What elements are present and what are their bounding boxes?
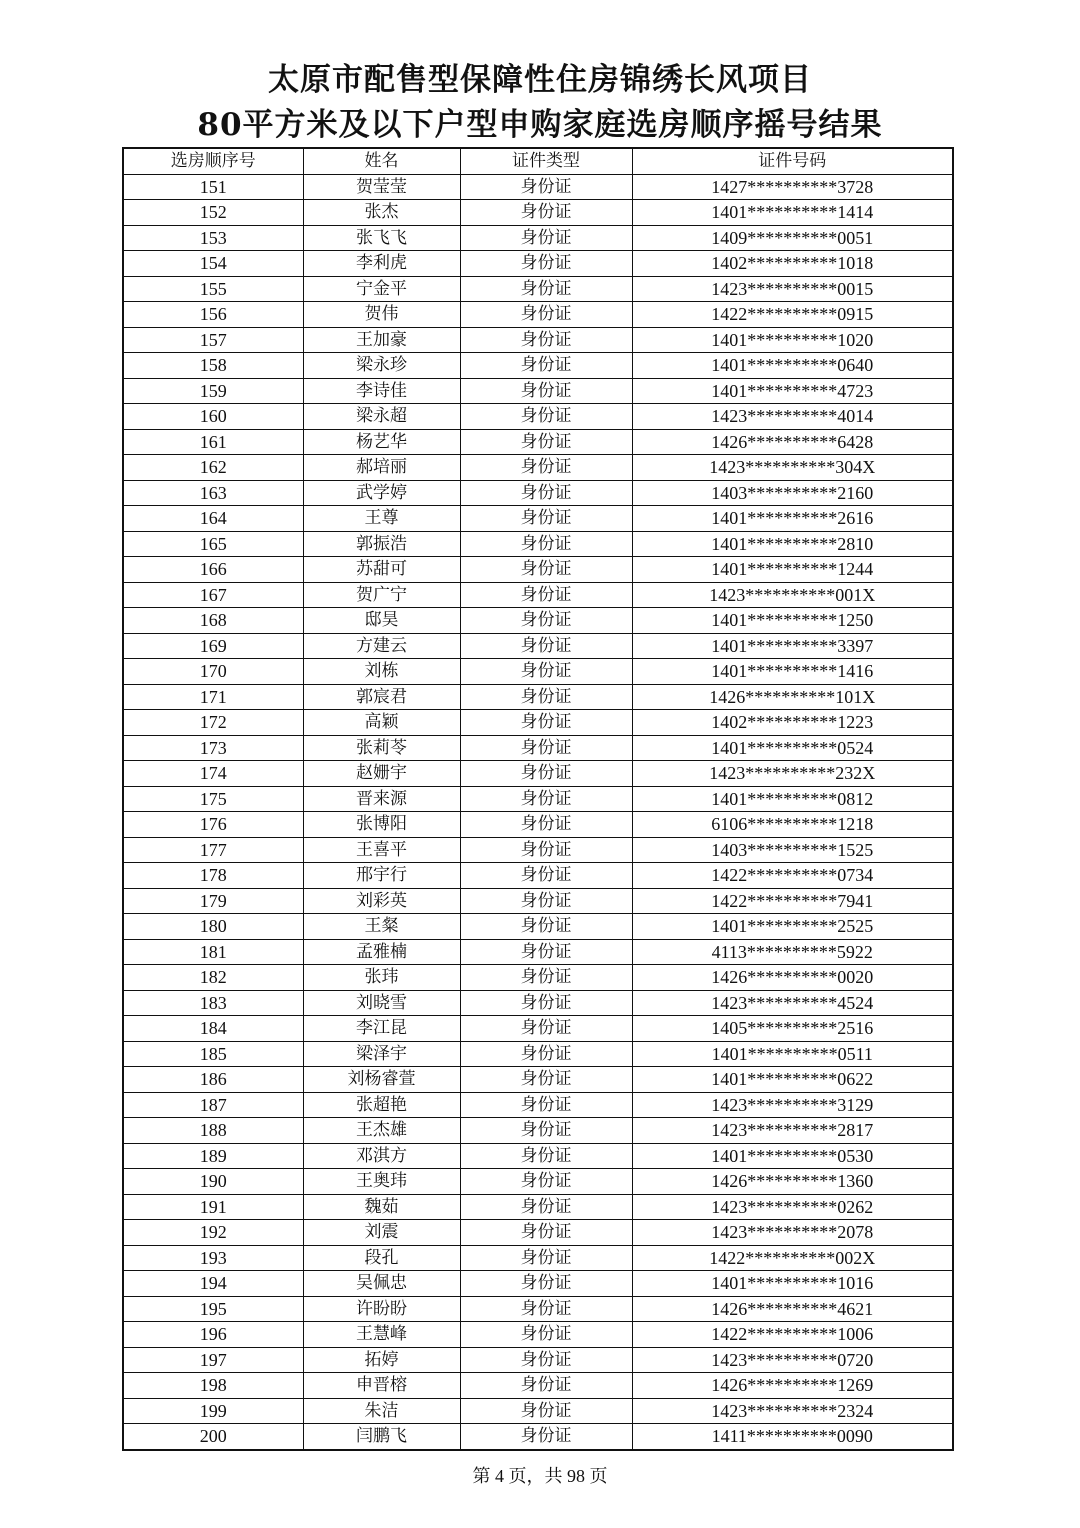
order-number-cell: 160 — [123, 404, 303, 430]
table-row — [123, 251, 953, 277]
id-number-cell: 1423**********304X — [632, 455, 953, 481]
order-number-cell: 158 — [123, 353, 303, 379]
order-number-cell: 167 — [123, 582, 303, 608]
order-number-cell: 176 — [123, 812, 303, 838]
id-number-cell: 1405**********2516 — [632, 1016, 953, 1042]
document-title-line2: 80平方米及以下户型申购家庭选房顺序摇号结果 — [197, 107, 883, 143]
table-row — [123, 1322, 953, 1348]
lottery-result-table — [122, 147, 954, 1451]
name-cell: 许盼盼 — [303, 1296, 460, 1322]
order-number-cell: 157 — [123, 327, 303, 353]
id-number-cell: 1422**********1006 — [632, 1322, 953, 1348]
id-type-cell: 身份证 — [460, 174, 632, 200]
header-order-number: 选房顺序号 — [123, 148, 303, 174]
id-number-cell: 1423**********0015 — [632, 276, 953, 302]
id-number-cell: 1401**********0812 — [632, 786, 953, 812]
table-row — [123, 1220, 953, 1246]
table-row — [123, 276, 953, 302]
table-row — [123, 990, 953, 1016]
order-number-cell: 151 — [123, 174, 303, 200]
id-type-cell: 身份证 — [460, 1041, 632, 1067]
id-number-cell: 1402**********1223 — [632, 710, 953, 736]
id-number-cell: 1401**********0511 — [632, 1041, 953, 1067]
id-type-cell: 身份证 — [460, 1169, 632, 1195]
table-row — [123, 455, 953, 481]
id-number-cell: 1401**********0622 — [632, 1067, 953, 1093]
table-row — [123, 1347, 953, 1373]
name-cell: 闫鹏飞 — [303, 1424, 460, 1450]
id-number-cell: 1401**********4723 — [632, 378, 953, 404]
order-number-cell: 170 — [123, 659, 303, 685]
header-name: 姓名 — [303, 148, 460, 174]
name-cell: 杨艺华 — [303, 429, 460, 455]
document-title-line1: 太原市配售型保障性住房锦绣长风项目 — [268, 62, 812, 98]
table-row — [123, 1041, 953, 1067]
id-type-cell: 身份证 — [460, 1118, 632, 1144]
table-row — [123, 1092, 953, 1118]
name-cell: 刘晓雪 — [303, 990, 460, 1016]
id-type-cell: 身份证 — [460, 1424, 632, 1450]
table-row — [123, 1398, 953, 1424]
id-number-cell: 1423**********2078 — [632, 1220, 953, 1246]
table-row — [123, 353, 953, 379]
table-row — [123, 302, 953, 328]
name-cell: 张超艳 — [303, 1092, 460, 1118]
name-cell: 赵姗宇 — [303, 761, 460, 787]
id-number-cell: 1423**********001X — [632, 582, 953, 608]
order-number-cell: 173 — [123, 735, 303, 761]
name-cell: 贺莹莹 — [303, 174, 460, 200]
id-type-cell: 身份证 — [460, 276, 632, 302]
id-number-cell: 1423**********2324 — [632, 1398, 953, 1424]
table-row — [123, 710, 953, 736]
id-type-cell: 身份证 — [460, 302, 632, 328]
table-row — [123, 888, 953, 914]
name-cell: 梁永珍 — [303, 353, 460, 379]
order-number-cell: 190 — [123, 1169, 303, 1195]
order-number-cell: 180 — [123, 914, 303, 940]
id-number-cell: 1401**********1020 — [632, 327, 953, 353]
name-cell: 朱洁 — [303, 1398, 460, 1424]
name-cell: 段孔 — [303, 1245, 460, 1271]
name-cell: 李诗佳 — [303, 378, 460, 404]
name-cell: 苏甜可 — [303, 557, 460, 583]
order-number-cell: 175 — [123, 786, 303, 812]
id-number-cell: 1401**********2525 — [632, 914, 953, 940]
id-type-cell: 身份证 — [460, 1143, 632, 1169]
table-row — [123, 378, 953, 404]
id-number-cell: 1403**********2160 — [632, 480, 953, 506]
id-type-cell: 身份证 — [460, 506, 632, 532]
id-type-cell: 身份证 — [460, 1092, 632, 1118]
order-number-cell: 193 — [123, 1245, 303, 1271]
id-number-cell: 1426**********1360 — [632, 1169, 953, 1195]
id-type-cell: 身份证 — [460, 965, 632, 991]
order-number-cell: 199 — [123, 1398, 303, 1424]
page-footer: 第 4 页，共 98 页 — [472, 1466, 608, 1486]
order-number-cell: 165 — [123, 531, 303, 557]
order-number-cell: 194 — [123, 1271, 303, 1297]
order-number-cell: 184 — [123, 1016, 303, 1042]
order-number-cell: 200 — [123, 1424, 303, 1450]
order-number-cell: 189 — [123, 1143, 303, 1169]
name-cell: 王奥玮 — [303, 1169, 460, 1195]
id-type-cell: 身份证 — [460, 684, 632, 710]
id-number-cell: 1401**********1016 — [632, 1271, 953, 1297]
table-row — [123, 863, 953, 889]
order-number-cell: 183 — [123, 990, 303, 1016]
id-type-cell: 身份证 — [460, 888, 632, 914]
order-number-cell: 159 — [123, 378, 303, 404]
table-row — [123, 1245, 953, 1271]
id-type-cell: 身份证 — [460, 914, 632, 940]
name-cell: 郝培丽 — [303, 455, 460, 481]
order-number-cell: 177 — [123, 837, 303, 863]
id-type-cell: 身份证 — [460, 1296, 632, 1322]
order-number-cell: 154 — [123, 251, 303, 277]
id-type-cell: 身份证 — [460, 1373, 632, 1399]
table-row — [123, 1271, 953, 1297]
id-number-cell: 1423**********4014 — [632, 404, 953, 430]
id-number-cell: 1401**********1416 — [632, 659, 953, 685]
id-number-cell: 1427**********3728 — [632, 174, 953, 200]
name-cell: 张玮 — [303, 965, 460, 991]
order-number-cell: 191 — [123, 1194, 303, 1220]
id-number-cell: 1422**********0734 — [632, 863, 953, 889]
id-type-cell: 身份证 — [460, 1322, 632, 1348]
name-cell: 张博阳 — [303, 812, 460, 838]
order-number-cell: 168 — [123, 608, 303, 634]
table-row — [123, 659, 953, 685]
table-row — [123, 480, 953, 506]
order-number-cell: 152 — [123, 200, 303, 226]
id-number-cell: 1422**********0915 — [632, 302, 953, 328]
table-row — [123, 1016, 953, 1042]
table-row — [123, 914, 953, 940]
table-row — [123, 200, 953, 226]
name-cell: 宁金平 — [303, 276, 460, 302]
id-number-cell: 1401**********3397 — [632, 633, 953, 659]
name-cell: 王杰雄 — [303, 1118, 460, 1144]
name-cell: 张杰 — [303, 200, 460, 226]
id-number-cell: 4113**********5922 — [632, 939, 953, 965]
order-number-cell: 155 — [123, 276, 303, 302]
order-number-cell: 187 — [123, 1092, 303, 1118]
order-number-cell: 161 — [123, 429, 303, 455]
name-cell: 刘杨睿萱 — [303, 1067, 460, 1093]
order-number-cell: 163 — [123, 480, 303, 506]
table-row — [123, 1169, 953, 1195]
table-row — [123, 684, 953, 710]
id-number-cell: 1401**********1250 — [632, 608, 953, 634]
id-type-cell: 身份证 — [460, 378, 632, 404]
order-number-cell: 166 — [123, 557, 303, 583]
name-cell: 张飞飞 — [303, 225, 460, 251]
id-type-cell: 身份证 — [460, 557, 632, 583]
id-type-cell: 身份证 — [460, 990, 632, 1016]
table-row — [123, 506, 953, 532]
id-number-cell: 1401**********2810 — [632, 531, 953, 557]
order-number-cell: 186 — [123, 1067, 303, 1093]
name-cell: 刘彩英 — [303, 888, 460, 914]
id-type-cell: 身份证 — [460, 429, 632, 455]
name-cell: 贺广宁 — [303, 582, 460, 608]
id-type-cell: 身份证 — [460, 327, 632, 353]
id-type-cell: 身份证 — [460, 1016, 632, 1042]
id-number-cell: 1426**********6428 — [632, 429, 953, 455]
id-number-cell: 1423**********2817 — [632, 1118, 953, 1144]
table-row — [123, 531, 953, 557]
id-type-cell: 身份证 — [460, 786, 632, 812]
id-number-cell: 1401**********1414 — [632, 200, 953, 226]
name-cell: 郭宸君 — [303, 684, 460, 710]
name-cell: 王喜平 — [303, 837, 460, 863]
table-row — [123, 1296, 953, 1322]
order-number-cell: 171 — [123, 684, 303, 710]
order-number-cell: 153 — [123, 225, 303, 251]
name-cell: 高颖 — [303, 710, 460, 736]
order-number-cell: 179 — [123, 888, 303, 914]
name-cell: 邢宇行 — [303, 863, 460, 889]
name-cell: 孟雅楠 — [303, 939, 460, 965]
id-number-cell: 1423**********0262 — [632, 1194, 953, 1220]
id-number-cell: 1403**********1525 — [632, 837, 953, 863]
id-number-cell: 1423**********232X — [632, 761, 953, 787]
name-cell: 刘栋 — [303, 659, 460, 685]
id-number-cell: 1411**********0090 — [632, 1424, 953, 1450]
name-cell: 郭振浩 — [303, 531, 460, 557]
id-type-cell: 身份证 — [460, 353, 632, 379]
id-number-cell: 1401**********2616 — [632, 506, 953, 532]
order-number-cell: 156 — [123, 302, 303, 328]
order-number-cell: 196 — [123, 1322, 303, 1348]
name-cell: 王加豪 — [303, 327, 460, 353]
id-type-cell: 身份证 — [460, 1194, 632, 1220]
header-id-type: 证件类型 — [460, 148, 632, 174]
name-cell: 梁泽宇 — [303, 1041, 460, 1067]
order-number-cell: 188 — [123, 1118, 303, 1144]
id-number-cell: 1422**********7941 — [632, 888, 953, 914]
table-row — [123, 939, 953, 965]
id-type-cell: 身份证 — [460, 735, 632, 761]
name-cell: 魏茹 — [303, 1194, 460, 1220]
order-number-cell: 182 — [123, 965, 303, 991]
id-type-cell: 身份证 — [460, 1245, 632, 1271]
id-type-cell: 身份证 — [460, 939, 632, 965]
order-number-cell: 192 — [123, 1220, 303, 1246]
table-row — [123, 1424, 953, 1450]
name-cell: 晋来源 — [303, 786, 460, 812]
id-type-cell: 身份证 — [460, 837, 632, 863]
name-cell: 王粲 — [303, 914, 460, 940]
id-number-cell: 1402**********1018 — [632, 251, 953, 277]
id-number-cell: 1401**********1244 — [632, 557, 953, 583]
id-number-cell: 1426**********101X — [632, 684, 953, 710]
id-type-cell: 身份证 — [460, 251, 632, 277]
table-row — [123, 633, 953, 659]
order-number-cell: 181 — [123, 939, 303, 965]
id-type-cell: 身份证 — [460, 225, 632, 251]
id-number-cell: 1401**********0524 — [632, 735, 953, 761]
name-cell: 拓婷 — [303, 1347, 460, 1373]
table-row — [123, 582, 953, 608]
id-number-cell: 1401**********0530 — [632, 1143, 953, 1169]
name-cell: 邸昊 — [303, 608, 460, 634]
id-type-cell: 身份证 — [460, 480, 632, 506]
name-cell: 王尊 — [303, 506, 460, 532]
table-body — [123, 174, 953, 1450]
table-row — [123, 1373, 953, 1399]
id-number-cell: 1409**********0051 — [632, 225, 953, 251]
name-cell: 梁永超 — [303, 404, 460, 430]
id-type-cell: 身份证 — [460, 200, 632, 226]
order-number-cell: 169 — [123, 633, 303, 659]
id-type-cell: 身份证 — [460, 761, 632, 787]
table-row — [123, 1194, 953, 1220]
id-type-cell: 身份证 — [460, 1347, 632, 1373]
name-cell: 李利虎 — [303, 251, 460, 277]
name-cell: 张莉苓 — [303, 735, 460, 761]
order-number-cell: 185 — [123, 1041, 303, 1067]
order-number-cell: 197 — [123, 1347, 303, 1373]
id-type-cell: 身份证 — [460, 863, 632, 889]
table-row — [123, 327, 953, 353]
name-cell: 方建云 — [303, 633, 460, 659]
table-row — [123, 557, 953, 583]
order-number-cell: 172 — [123, 710, 303, 736]
table-row — [123, 608, 953, 634]
table-row — [123, 404, 953, 430]
table-row — [123, 735, 953, 761]
table-row — [123, 837, 953, 863]
id-number-cell: 1401**********0640 — [632, 353, 953, 379]
table-row — [123, 786, 953, 812]
id-type-cell: 身份证 — [460, 710, 632, 736]
table-row — [123, 429, 953, 455]
name-cell: 武学婷 — [303, 480, 460, 506]
id-type-cell: 身份证 — [460, 633, 632, 659]
name-cell: 刘震 — [303, 1220, 460, 1246]
id-type-cell: 身份证 — [460, 1398, 632, 1424]
id-type-cell: 身份证 — [460, 582, 632, 608]
id-number-cell: 1426**********1269 — [632, 1373, 953, 1399]
order-number-cell: 174 — [123, 761, 303, 787]
id-type-cell: 身份证 — [460, 1220, 632, 1246]
table-row — [123, 1067, 953, 1093]
table-row — [123, 1143, 953, 1169]
table-row — [123, 965, 953, 991]
id-type-cell: 身份证 — [460, 404, 632, 430]
order-number-cell: 162 — [123, 455, 303, 481]
id-number-cell: 1426**********4621 — [632, 1296, 953, 1322]
id-type-cell: 身份证 — [460, 455, 632, 481]
id-type-cell: 身份证 — [460, 531, 632, 557]
id-number-cell: 1423**********3129 — [632, 1092, 953, 1118]
id-number-cell: 6106**********1218 — [632, 812, 953, 838]
id-number-cell: 1422**********002X — [632, 1245, 953, 1271]
order-number-cell: 178 — [123, 863, 303, 889]
name-cell: 吴佩忠 — [303, 1271, 460, 1297]
id-type-cell: 身份证 — [460, 812, 632, 838]
table-row — [123, 174, 953, 200]
id-number-cell: 1423**********4524 — [632, 990, 953, 1016]
id-number-cell: 1423**********0720 — [632, 1347, 953, 1373]
name-cell: 申晋榕 — [303, 1373, 460, 1399]
id-number-cell: 1426**********0020 — [632, 965, 953, 991]
table-header-row — [123, 148, 953, 174]
table-row — [123, 761, 953, 787]
name-cell: 邓淇方 — [303, 1143, 460, 1169]
table-row — [123, 1118, 953, 1144]
header-id-number: 证件号码 — [632, 148, 953, 174]
id-type-cell: 身份证 — [460, 659, 632, 685]
order-number-cell: 164 — [123, 506, 303, 532]
id-type-cell: 身份证 — [460, 608, 632, 634]
id-type-cell: 身份证 — [460, 1067, 632, 1093]
order-number-cell: 195 — [123, 1296, 303, 1322]
order-number-cell: 198 — [123, 1373, 303, 1399]
name-cell: 王慧峰 — [303, 1322, 460, 1348]
name-cell: 李江昆 — [303, 1016, 460, 1042]
table-row — [123, 225, 953, 251]
table-row — [123, 812, 953, 838]
id-type-cell: 身份证 — [460, 1271, 632, 1297]
name-cell: 贺伟 — [303, 302, 460, 328]
